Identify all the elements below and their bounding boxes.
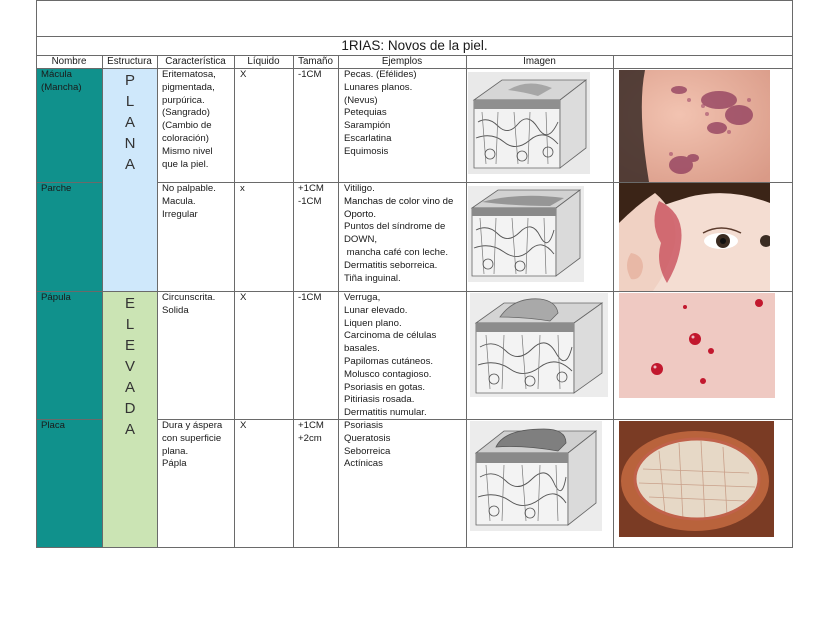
row-tamano [298, 420, 338, 446]
grid-line [234, 55, 235, 548]
text-line: -1CM [298, 69, 322, 80]
text-line: Macula. [162, 195, 196, 207]
structure-letter: P [124, 72, 135, 89]
structure-elevada [103, 293, 157, 440]
text-line: Sarampión [344, 120, 391, 132]
row-caracteristica [162, 292, 234, 318]
structure-letter: D [124, 400, 136, 417]
structure-letter: E [124, 337, 135, 354]
row-tamano [298, 292, 338, 305]
text-line: plana. [162, 445, 189, 457]
header-tamano: Tamaño [298, 56, 333, 67]
text-line: Carcinoma de células [344, 330, 437, 342]
text-line: Pápla [162, 458, 187, 470]
papula-photo-image [619, 293, 775, 398]
text-line: (Sangrado) [162, 107, 210, 119]
row-caracteristica [162, 183, 234, 221]
text-line: (Cambio de [162, 120, 212, 132]
header-ejemplos: Ejemplos [381, 56, 423, 67]
placa-photo-image [619, 421, 774, 537]
structure-letter: L [125, 316, 135, 333]
name-column-fill [37, 69, 102, 547]
row-ejemplos [344, 420, 466, 471]
row-name-papula [41, 292, 101, 305]
text-line: Puntos del síndrome de [344, 221, 446, 233]
text-line: Lunares planos. [344, 81, 413, 93]
text-line: que la piel. [162, 158, 209, 170]
text-line: Dermatitis seborreica. [344, 259, 438, 271]
text-line: Mismo nivel [162, 145, 213, 157]
structure-letter: A [124, 156, 135, 173]
row-caracteristica [162, 69, 234, 171]
row-tamano [298, 183, 338, 209]
name-line: Pápula [41, 292, 71, 303]
grid-line [36, 547, 793, 548]
text-line: Actínicas [344, 458, 383, 470]
text-line: Verruga, [344, 292, 381, 303]
text-line: con superficie [162, 432, 222, 444]
structure-letter: V [124, 358, 135, 375]
text-line: Lunar elevado. [344, 304, 408, 316]
structure-letter: A [124, 379, 135, 396]
row-caracteristica [162, 420, 234, 471]
macula-photo-image [619, 70, 770, 182]
text-line: -1CM [298, 195, 322, 207]
row-liquido: X [240, 69, 247, 80]
skin-diagram-flat-image [468, 72, 590, 174]
text-line: Tiña inguinal. [344, 272, 401, 284]
row-ejemplos [344, 69, 466, 159]
text-line: +1CM [298, 420, 324, 431]
text-line: Queratosis [344, 432, 391, 444]
structure-letter: L [125, 93, 135, 110]
text-line: Seborreica [344, 445, 391, 457]
text-line: Psoriasis en gotas. [344, 381, 426, 393]
grid-line [338, 55, 339, 548]
text-line: Papilomas cutáneos. [344, 355, 434, 367]
header-liquido: Líquido [247, 56, 280, 67]
grid-line [792, 0, 793, 548]
text-line: Circunscrita. [162, 292, 216, 303]
row-name-macula [41, 69, 101, 95]
text-line: +2cm [298, 432, 322, 444]
text-line: Vitiligo. [344, 183, 375, 194]
row-liquido: X [240, 292, 247, 303]
skin-diagram-papule-image [470, 293, 608, 397]
text-line: DOWN, [344, 234, 378, 246]
name-line: (Mancha) [41, 81, 82, 93]
header-imagen: Imagen [523, 56, 556, 67]
name-line: Placa [41, 420, 65, 431]
text-line: (Nevus) [344, 94, 378, 106]
row-name-placa [41, 420, 101, 433]
grid-line [36, 0, 793, 1]
structure-letter: N [124, 135, 136, 152]
grid-line [613, 55, 614, 548]
text-line: Psoriasis [344, 420, 383, 431]
text-line: Dermatitis numular. [344, 407, 427, 419]
name-line: Parche [41, 183, 72, 194]
structure-letter: A [124, 114, 135, 131]
text-line: Molusco contagioso. [344, 368, 432, 380]
row-name-parche [41, 183, 101, 196]
text-line: Liquen plano. [344, 317, 402, 329]
text-line: basales. [344, 343, 380, 355]
text-line: Solida [162, 304, 189, 316]
structure-plana [103, 70, 157, 175]
grid-line [293, 55, 294, 548]
text-line: purpúrica. [162, 94, 205, 106]
text-line: No palpable. [162, 183, 216, 194]
header-nombre: Nombre [51, 56, 87, 67]
structure-letter: A [124, 421, 135, 438]
name-line: Mácula [41, 69, 72, 80]
text-line: Equimosis [344, 145, 389, 157]
text-line: +1CM [298, 183, 324, 194]
text-line: Manchas de color vino de [344, 195, 454, 207]
skin-diagram-plaque-image [470, 421, 602, 531]
text-line: pigmentada, [162, 81, 215, 93]
text-line: -1CM [298, 292, 322, 303]
structure-letter: E [124, 295, 135, 312]
row-liquido: x [240, 183, 245, 194]
text-line: Petequias [344, 107, 387, 119]
table-title: 1RIAS: Novos de la piel. [341, 38, 488, 53]
text-line: coloración) [162, 132, 209, 144]
row-liquido: X [240, 420, 247, 431]
text-line: mancha café con leche. [344, 246, 448, 258]
header-estructura: Estructura [107, 56, 152, 67]
text-line: Pitiriasis rosada. [344, 394, 415, 406]
grid-line [466, 55, 467, 548]
skin-diagram-patch-image [468, 186, 584, 282]
text-line: Eritematosa, [162, 69, 216, 80]
row-ejemplos [344, 292, 466, 420]
row-ejemplos [344, 183, 466, 285]
row-tamano [298, 69, 338, 82]
text-line: Dura y áspera [162, 420, 223, 431]
text-line: Irregular [162, 208, 198, 220]
header-caracteristica: Característica [165, 56, 226, 67]
text-line: Escarlatina [344, 132, 392, 144]
parche-photo-image [619, 183, 770, 291]
text-line: Oporto. [344, 208, 376, 220]
text-line: Pecas. (Efélides) [344, 69, 417, 80]
grid-line [157, 55, 158, 548]
